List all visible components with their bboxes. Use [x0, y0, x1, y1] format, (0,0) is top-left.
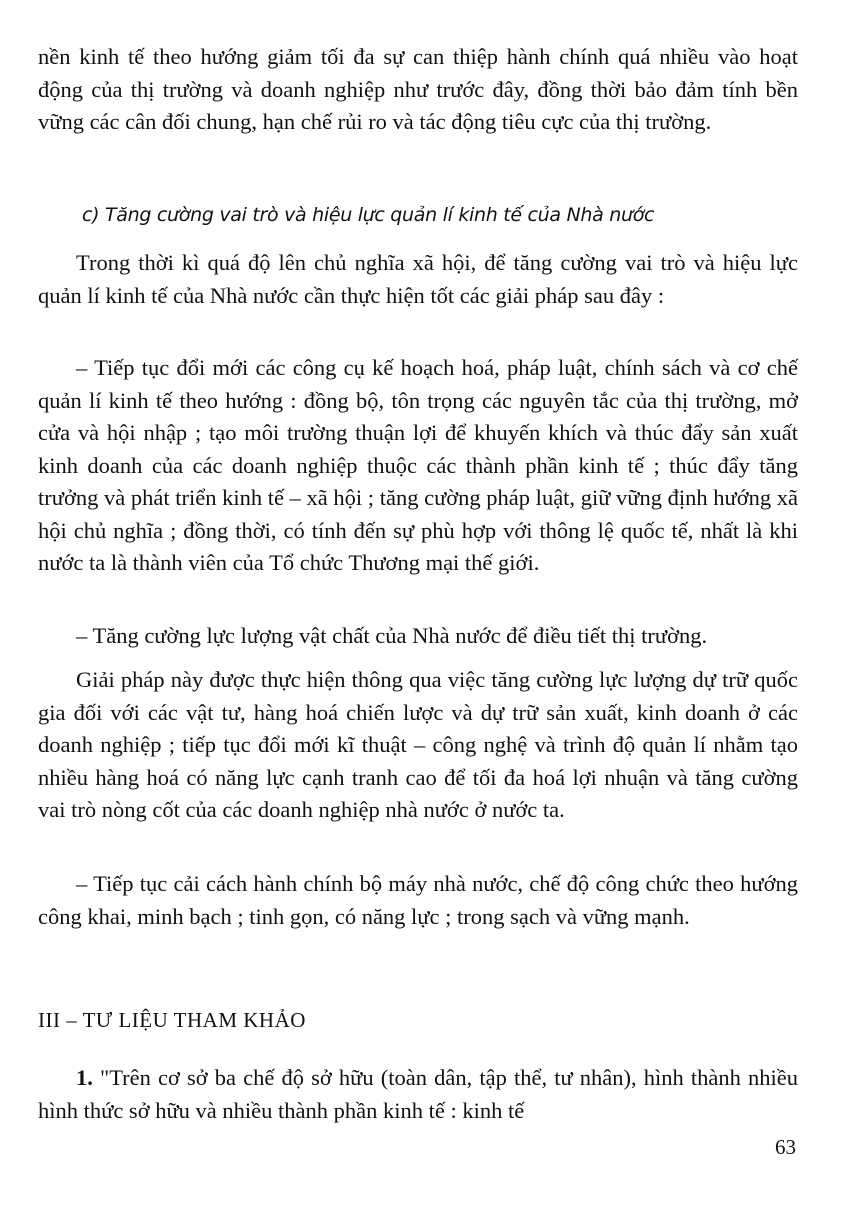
page-number: 63 — [775, 1135, 796, 1159]
section-heading-references: III – TƯ LIỆU THAM KHẢO — [38, 1008, 306, 1032]
reference-text: "Trên cơ sở ba chế độ sở hữu (toàn dân, tập thể, tư nhân), hình thành nhiều hình thức sở hữu và nhiều thành phần kinh tế : kinh tế — [38, 1065, 798, 1123]
paragraph-material-force: – Tăng cường lực lượng vật chất của Nhà nước để điều tiết thị trường. — [76, 623, 708, 648]
paragraph-reference-1 — [38, 1062, 798, 1127]
paragraph-solution-reserves: Giải pháp này được thực hiện thông qua việc tăng cường lực lượng dự trữ quốc gia đối với các vật tư, hàng hoá chiến lược và dự trữ sản xuất, kinh doanh ở các doanh nghiệp ; tiếp tục đổi mới kĩ thuật – công nghệ và trình độ quản lí nhằm tạo nhiều hàng hoá có năng lực cạnh tranh cao để tối đa hoá lợi nhuận và tăng cường vai trò nòng cốt của các doanh nghiệp nhà nước ở nước ta. — [38, 667, 798, 822]
paragraph-economy-intervention: nền kinh tế theo hướng giảm tối đa sự can thiệp hành chính quá nhiều vào hoạt động của thị trường và doanh nghiệp như trước đây, đồng thời bảo đảm tính bền vững các cân đối chung, hạn chế rủi ro và tác động tiêu cực của thị trường. — [38, 44, 798, 134]
paragraph-renew-tools: – Tiếp tục đổi mới các công cụ kế hoạch hoá, pháp luật, chính sách và cơ chế quản lí kinh tế theo hướng : đồng bộ, tôn trọng các nguyên tắc của thị trường, mở cửa và hội nhập ; tạo môi trường thuận lợi để khuyến khích và thúc đẩy sản xuất kinh doanh của các doanh nghiệp thuộc các thành phần kinh tế ; thúc đẩy tăng trưởng và phát triển kinh tế – xã hội ; tăng cường pháp luật, giữ vững định hướng xã hội chủ nghĩa ; đồng thời, có tính đến sự phù hợp với thông lệ quốc tế, nhất là khi nước ta là thành viên của Tổ chức Thương mại thế giới. — [38, 355, 798, 575]
paragraph-transition-period: Trong thời kì quá độ lên chủ nghĩa xã hội, để tăng cường vai trò và hiệu lực quản lí kinh tế của Nhà nước cần thực hiện tốt các giải pháp sau đây : — [38, 250, 798, 308]
subsection-heading-c: c) Tăng cường vai trò và hiệu lực quản lí kinh tế của Nhà nước — [82, 204, 655, 226]
reference-number: 1. — [76, 1065, 93, 1090]
paragraph-administrative-reform: – Tiếp tục cải cách hành chính bộ máy nhà nước, chế độ công chức theo hướng công khai, minh bạch ; tinh gọn, có năng lực ; trong sạch và vững mạnh. — [38, 871, 798, 929]
